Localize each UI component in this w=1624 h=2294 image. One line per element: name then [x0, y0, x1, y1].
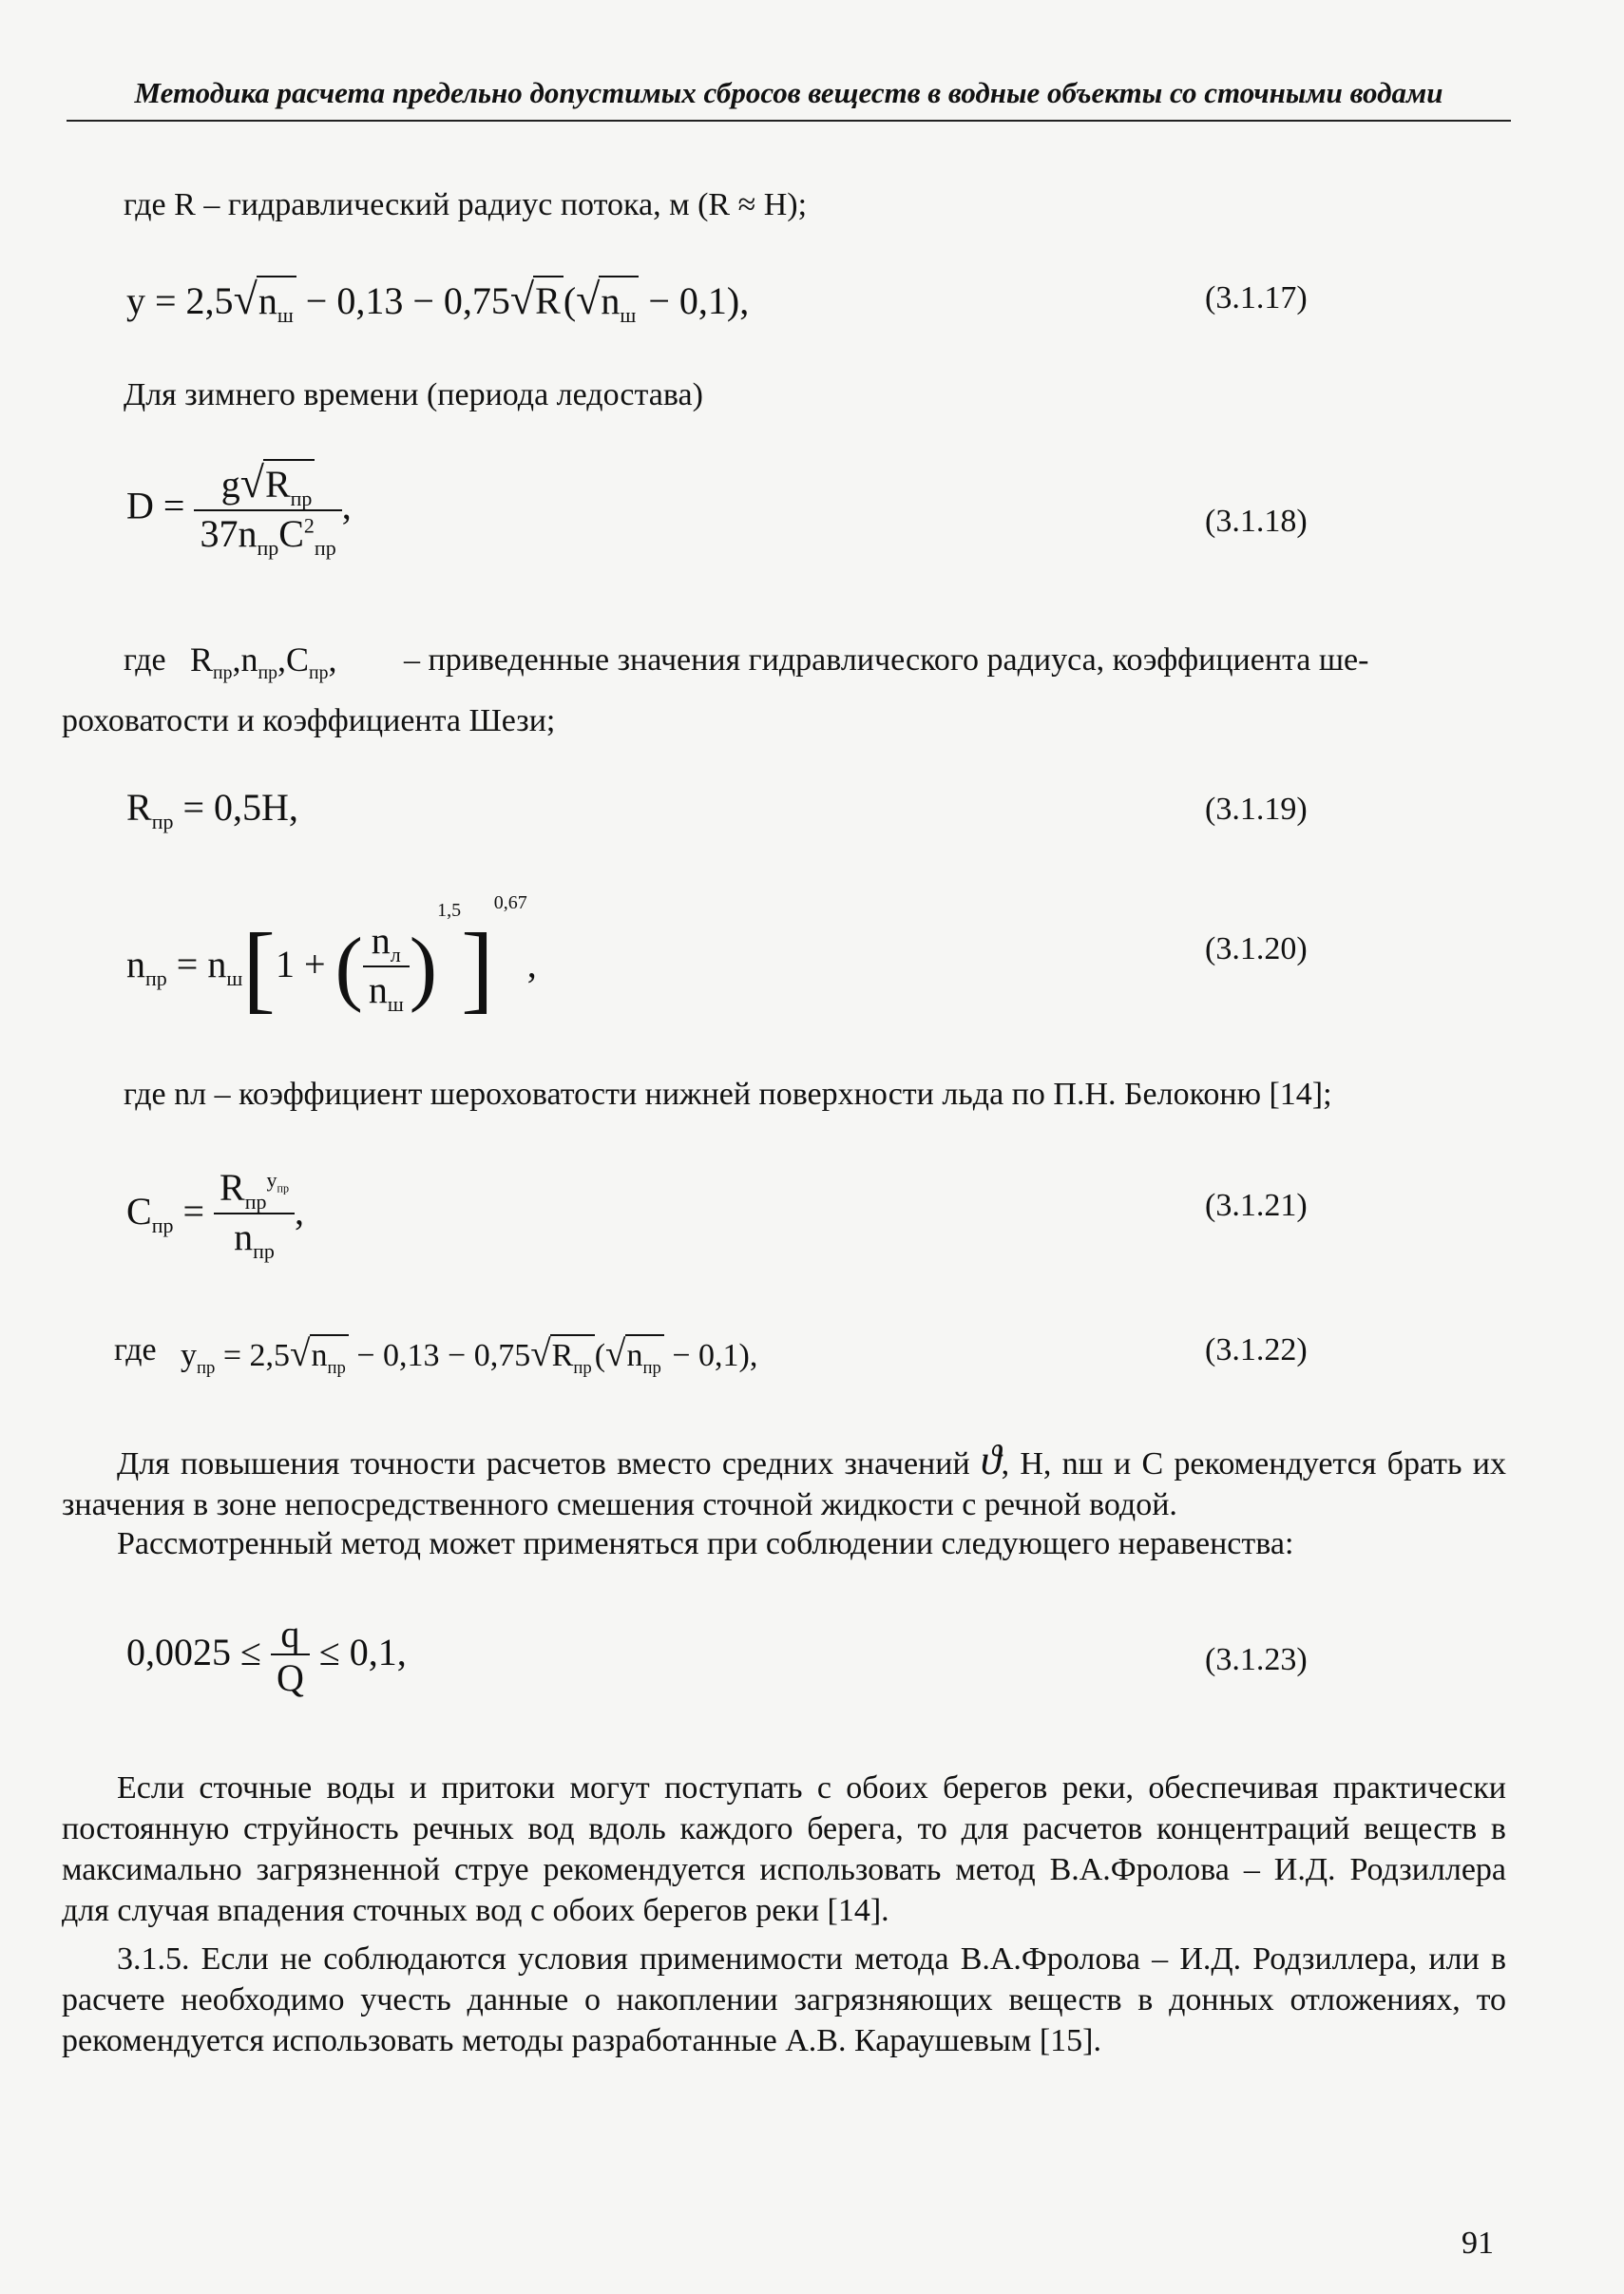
formula-3-1-23: 0,0025 ≤ $\frac{q}{Q}$ ≤ 0,1,	[126, 1613, 407, 1699]
text-where-r: где R – гидравлический радиус потока, м (R ≈ H);	[124, 187, 808, 222]
text-where-reduced-rest: – приведенные значения гидравлического радиуса, коэффициента ше-	[404, 642, 1369, 678]
paragraph-accuracy-part1: Для повышения точности расчетов вместо средних значений	[117, 1446, 970, 1482]
text-winter: Для зимнего времени (периода ледостава)	[124, 377, 703, 412]
paragraph-method: Рассмотренный метод может применяться при соблюдении следующего неравенства:	[117, 1526, 1294, 1561]
equation-number-3-1-20: (3.1.20)	[1205, 931, 1308, 966]
equation-number-3-1-22: (3.1.22)	[1205, 1332, 1308, 1367]
formula-3-1-21: $C_{пр}$ = $\frac{R_{пр}^{y_{пр}}}{n_{пр}}$ ,	[126, 1166, 305, 1263]
formula-reduced-values: $R_{пр},n_{пр},C_{пр}$,	[190, 640, 337, 684]
page-number: 91	[1462, 2226, 1494, 2261]
equation-number-3-1-23: (3.1.23)	[1205, 1642, 1308, 1677]
text-where-ypr: где	[114, 1332, 157, 1367]
formula-3-1-18: D = $\frac{g√R_{пр}}{37n_{пр}C^2_{пр}}$ ,	[126, 458, 352, 560]
equation-number-3-1-21: (3.1.21)	[1205, 1188, 1308, 1223]
paragraph-3-1-5: 3.1.5. Если не соблюдаются условия применимости метода В.А.Фролова – И.Д. Родзиллера, или в расчете необходимо учесть данные о накоплении загрязняющих веществ в донных отложениях, то рекомендуется использовать методы разработанные А.В. Караушевым [15].	[62, 1941, 1506, 2058]
paragraph-banks: Если сточные воды и притоки могут поступать с обоих берегов реки, обеспечивая практически постоянную струйность речных вод вдоль каждого берега, то для расчетов концентраций веществ в максимально загрязненной струе рекомендуется использовать метод В.А.Фролова – И.Д. Родзиллера для случая впадения сточных вод с обоих берегов реки [14].	[62, 1770, 1506, 1928]
paragraph-accuracy-part2: , H, nш и C рекомендуется брать их значения в зоне непосредственного смешения сточной жидкости с речной водой.	[62, 1446, 1506, 1522]
paragraph-accuracy	[62, 1437, 1506, 1525]
equation-number-3-1-18: (3.1.18)	[1205, 504, 1308, 539]
formula-3-1-22: $y_{пр} = 2,5√n_{пр} - 0,13 - 0,75√R_{пр}(√n_{пр} - 0,1)$,	[181, 1333, 758, 1378]
text-where-nl: где nл – коэффициент шероховатости нижней поверхности льда по П.Н. Белоконю [14];	[124, 1077, 1332, 1112]
text-where-reduced-cont: роховатости и коэффициента Шези;	[62, 703, 556, 738]
equation-number-3-1-19: (3.1.19)	[1205, 792, 1308, 827]
formula-3-1-17: $y = 2,5√n_ш - 0,13 - 0,75√R(√n_ш - 0,1)$,	[126, 275, 750, 327]
formula-3-1-20: $n_{пр} = n_ш[1$ + ( $\frac{n_л}{n_ш}$ )$^{1,5}$]$^{0,67}$,	[126, 892, 537, 1023]
text-where-reduced-prefix: где	[124, 642, 166, 678]
equation-number-3-1-17: (3.1.17)	[1205, 280, 1308, 315]
running-header: Методика расчета предельно допустимых сбросов веществ в водные объекты со сточными водами	[67, 76, 1511, 122]
theta-symbol: ϑ	[980, 1437, 1002, 1483]
formula-3-1-19: $R_{пр} = 0,5H$,	[126, 786, 298, 833]
